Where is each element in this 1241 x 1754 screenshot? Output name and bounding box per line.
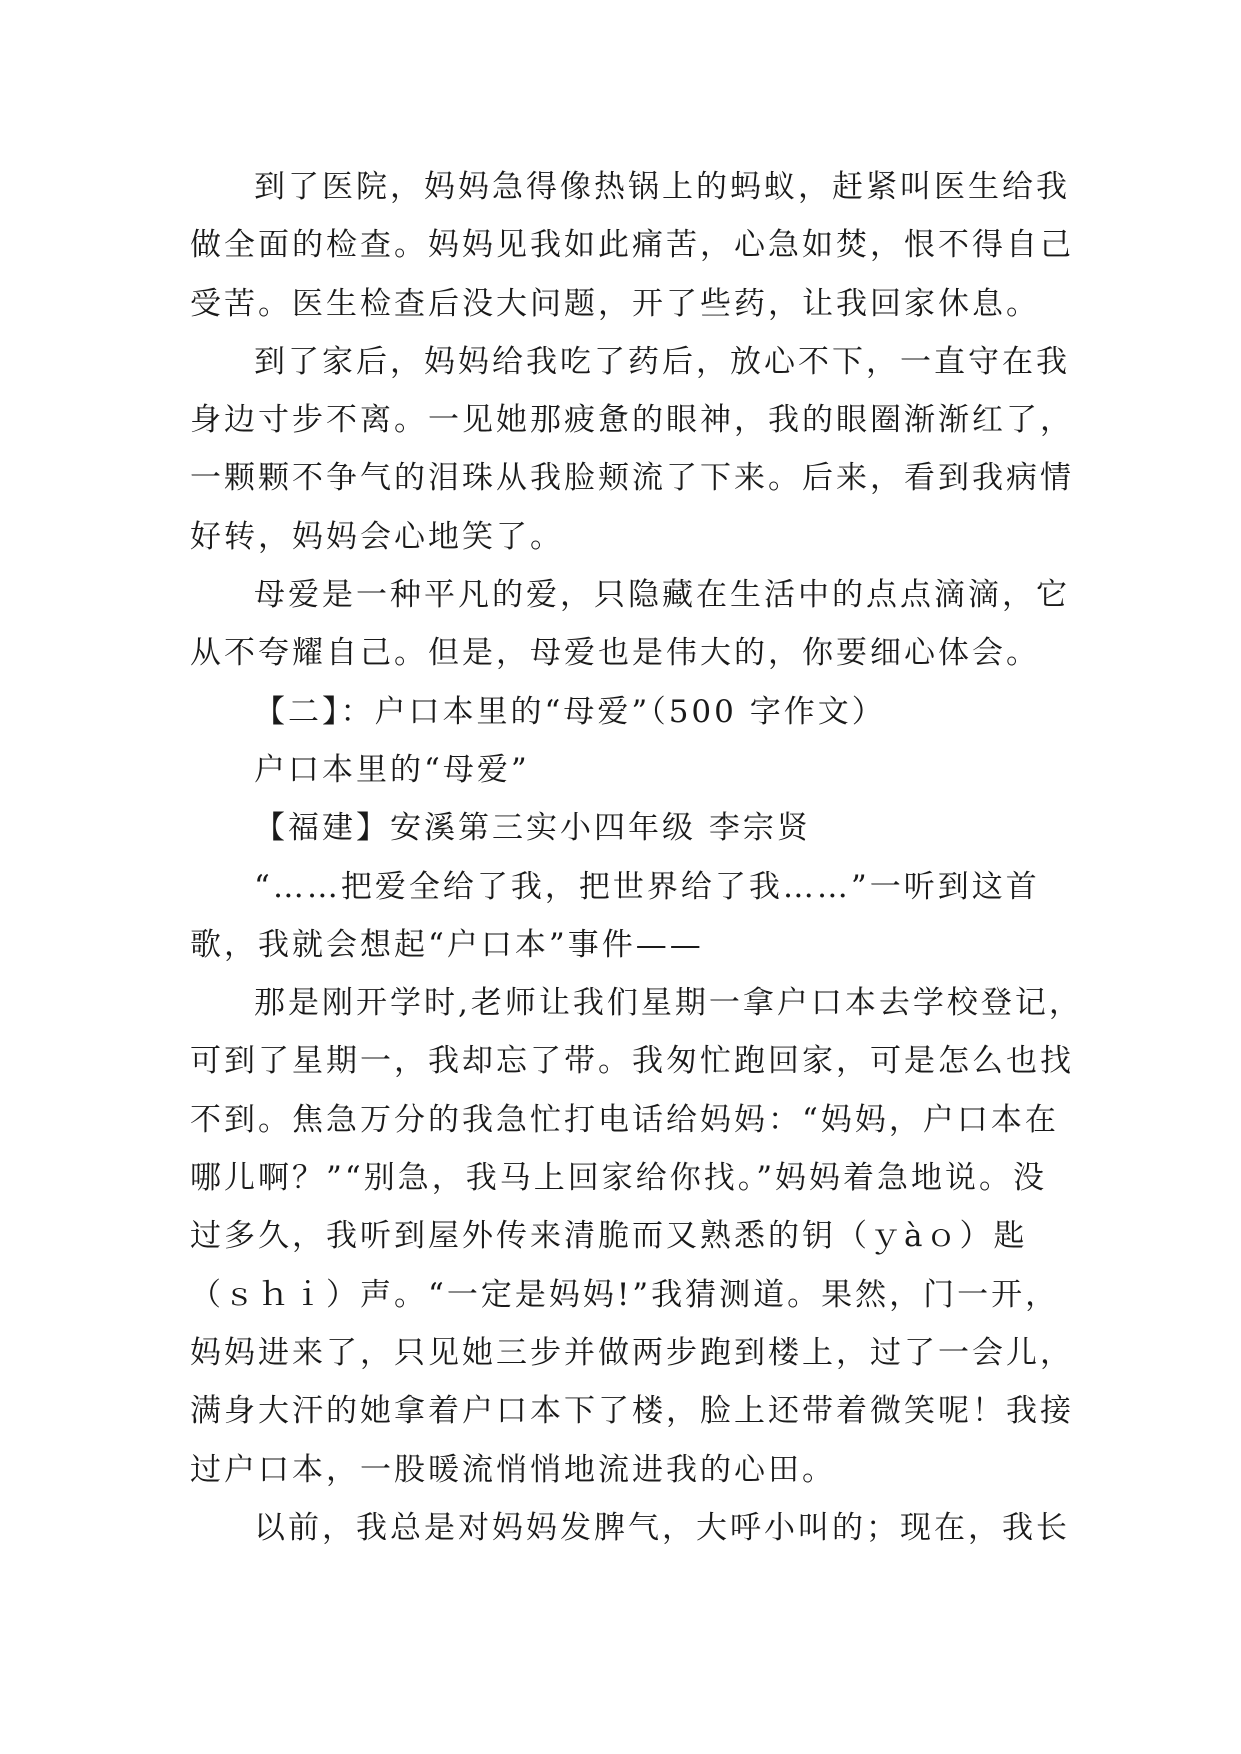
text-line: 从不夸耀自己。但是，母爱也是伟大的，你要细心体会。 xyxy=(190,635,1040,672)
essay-title: 户口本里的“母爱” xyxy=(254,751,530,788)
text-line: 身边寸步不离。一见她那疲惫的眼神，我的眼圈渐渐红了， xyxy=(190,402,1074,439)
text-line: 以前，我总是对妈妈发脾气，大呼小叫的；现在，我长 xyxy=(254,1509,1070,1546)
document-body xyxy=(190,158,1083,1557)
text-line: 一颗颗不争气的泪珠从我脸颊流了下来。后来，看到我病情 xyxy=(190,460,1074,497)
text-line: 到了医院，妈妈急得像热锅上的蚂蚁，赶紧叫医生给我 xyxy=(254,169,1070,205)
text-line: 可到了星期一，我却忘了带。我匆忙跑回家，可是怎么也找 xyxy=(190,1043,1074,1080)
text-line: 妈妈进来了，只见她三步并做两步跑到楼上，过了一会儿， xyxy=(190,1334,1074,1371)
text-line: 好转，妈妈会心地笑了。 xyxy=(190,518,564,555)
text-line: 母爱是一种平凡的爱，只隐藏在生活中的点点滴滴，它 xyxy=(254,577,1070,614)
text-line: “……把爱全给了我，把世界给了我……”一听到这首 xyxy=(254,868,1040,905)
text-line: 过多久，我听到屋外传来清脆而又熟悉的钥（ｙàｏ）匙 xyxy=(190,1218,1028,1255)
text-line: 那是刚开学时,老师让我们星期一拿户口本去学校登记， xyxy=(254,985,1083,1022)
text-line: （ｓｈｉ）声。“一定是妈妈!”我猜测道。果然，门一开， xyxy=(190,1276,1060,1313)
text-line: 受苦。医生检查后没大问题，开了些药，让我回家休息。 xyxy=(190,285,1040,322)
text-line: 到了家后，妈妈给我吃了药后，放心不下，一直守在我 xyxy=(254,343,1070,380)
text-line: 歌，我就会想起“户口本”事件—— xyxy=(190,926,704,963)
text-line: 哪儿啊？”“别急，我马上回家给你找。”妈妈着急地说。没 xyxy=(190,1160,1048,1197)
text-line: 做全面的检查。妈妈见我如此痛苦，心急如焚，恨不得自己 xyxy=(190,227,1074,264)
author-line: 【福建】安溪第三实小四年级 李宗贤 xyxy=(254,810,811,847)
text-line: 满身大汗的她拿着户口本下了楼，脸上还带着微笑呢！我接 xyxy=(190,1393,1074,1430)
text-line: 不到。焦急万分的我急忙打电话给妈妈：“妈妈，户口本在 xyxy=(190,1101,1059,1138)
section-heading: 【二】：户口本里的“母爱”（500 字作文） xyxy=(254,693,886,730)
text-line: 过户口本，一股暖流悄悄地流进我的心田。 xyxy=(190,1451,836,1488)
